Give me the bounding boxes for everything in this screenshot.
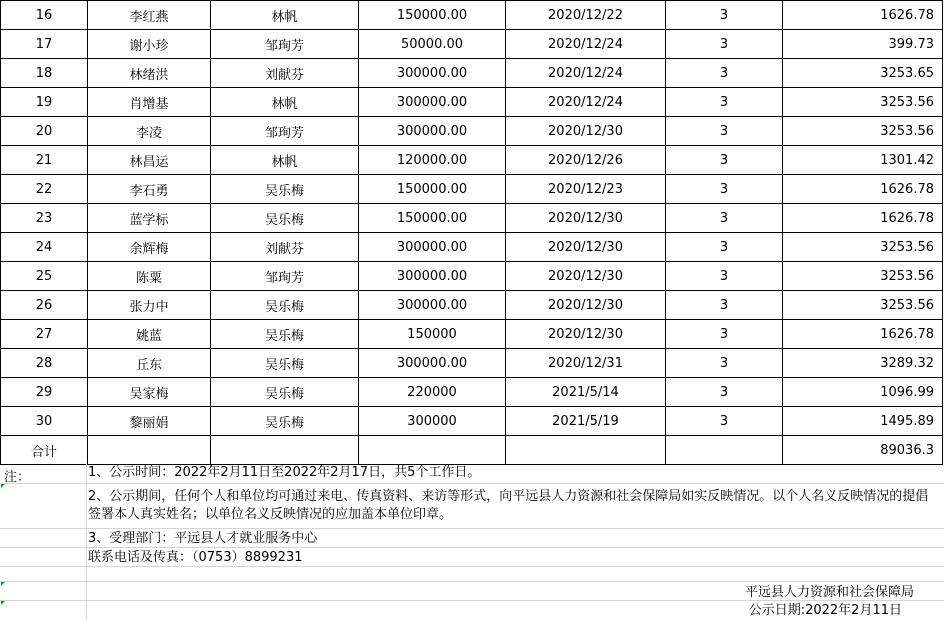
cell-subsidy[interactable]: 3253.65 bbox=[783, 59, 943, 88]
cell-amount[interactable]: 300000 bbox=[359, 407, 506, 436]
cell-months[interactable]: 3 bbox=[666, 320, 783, 349]
cell-agent[interactable]: 刘献芬 bbox=[211, 233, 359, 262]
cell-subsidy[interactable]: 1626.78 bbox=[783, 175, 943, 204]
empty-cell[interactable] bbox=[666, 436, 783, 465]
cell-date[interactable]: 2020/12/30 bbox=[506, 204, 666, 233]
cell-subsidy[interactable]: 3289.32 bbox=[783, 349, 943, 378]
cell-date[interactable]: 2020/12/23 bbox=[506, 175, 666, 204]
cell-subsidy[interactable]: 3253.56 bbox=[783, 233, 943, 262]
cell-agent[interactable]: 吴乐梅 bbox=[211, 175, 359, 204]
note-line-2: 2、公示期间，任何个人和单位均可通过来电、传真资料、来访等形式，向平远县人力资源和社会保障局如实反映情况。以个人名义反映情况的提倡签署本人真实姓名；以单位名义反映情况的应加盖本单位印章。 bbox=[88, 489, 929, 522]
cell-marker-icon bbox=[1, 484, 5, 488]
cell-months[interactable]: 3 bbox=[666, 117, 783, 146]
note-line-1: 1、公示时间：2022年2月11日至2022年2月17日，共5个工作日。 bbox=[88, 465, 481, 480]
table-row bbox=[1, 146, 943, 175]
cell-amount[interactable]: 150000.00 bbox=[359, 1, 506, 30]
table-row bbox=[1, 175, 943, 204]
cell-amount[interactable]: 150000 bbox=[359, 320, 506, 349]
cell-date[interactable]: 2020/12/30 bbox=[506, 291, 666, 320]
cell-name[interactable]: 黎丽娟 bbox=[88, 407, 211, 436]
cell-name[interactable]: 丘东 bbox=[88, 349, 211, 378]
cell-no[interactable]: 21 bbox=[1, 146, 88, 175]
cell-months[interactable]: 3 bbox=[666, 59, 783, 88]
cell-agent[interactable]: 林帆 bbox=[211, 146, 359, 175]
cell-subsidy[interactable]: 3253.56 bbox=[783, 291, 943, 320]
cell-amount[interactable]: 50000.00 bbox=[359, 30, 506, 59]
cell-no[interactable]: 23 bbox=[1, 204, 88, 233]
cell-agent[interactable]: 刘献芬 bbox=[211, 59, 359, 88]
cell-date[interactable]: 2020/12/30 bbox=[506, 262, 666, 291]
table-body bbox=[1, 1, 943, 465]
cell-agent[interactable]: 吴乐梅 bbox=[211, 378, 359, 407]
table-row bbox=[1, 88, 943, 117]
cell-agent[interactable]: 吴乐梅 bbox=[211, 349, 359, 378]
table-row bbox=[1, 407, 943, 436]
table-row bbox=[1, 262, 943, 291]
cell-name[interactable]: 林昌运 bbox=[88, 146, 211, 175]
cell-subsidy[interactable]: 1626.78 bbox=[783, 1, 943, 30]
cell-no[interactable]: 17 bbox=[1, 30, 88, 59]
cell-amount[interactable]: 220000 bbox=[359, 378, 506, 407]
cell-amount[interactable]: 300000.00 bbox=[359, 117, 506, 146]
cell-amount[interactable]: 300000.00 bbox=[359, 262, 506, 291]
cell-months[interactable]: 3 bbox=[666, 30, 783, 59]
cell-months[interactable]: 3 bbox=[666, 146, 783, 175]
cell-subsidy[interactable]: 3253.56 bbox=[783, 88, 943, 117]
table-row bbox=[1, 320, 943, 349]
table-row bbox=[1, 349, 943, 378]
note-row[interactable] bbox=[0, 463, 944, 484]
cell-name[interactable]: 余辉梅 bbox=[88, 233, 211, 262]
cell-amount[interactable]: 120000.00 bbox=[359, 146, 506, 175]
note-row[interactable] bbox=[0, 484, 944, 529]
cell-amount[interactable]: 300000.00 bbox=[359, 233, 506, 262]
total-value[interactable]: 89036.3 bbox=[783, 436, 943, 465]
cell-marker-icon bbox=[1, 601, 5, 605]
cell-amount[interactable]: 300000.00 bbox=[359, 88, 506, 117]
cell-months[interactable]: 3 bbox=[666, 378, 783, 407]
cell-date[interactable]: 2020/12/30 bbox=[506, 117, 666, 146]
cell-months[interactable]: 3 bbox=[666, 407, 783, 436]
total-row bbox=[1, 436, 943, 465]
cell-subsidy[interactable]: 1096.99 bbox=[783, 378, 943, 407]
cell-subsidy[interactable]: 399.73 bbox=[783, 30, 943, 59]
cell-name[interactable]: 李红燕 bbox=[88, 1, 211, 30]
cell-name[interactable]: 李石勇 bbox=[88, 175, 211, 204]
cell-marker-icon bbox=[1, 582, 5, 586]
cell-months[interactable]: 3 bbox=[666, 291, 783, 320]
cell-date[interactable]: 2021/5/14 bbox=[506, 378, 666, 407]
cell-subsidy[interactable]: 1495.89 bbox=[783, 407, 943, 436]
cell-name[interactable]: 姚蓝 bbox=[88, 320, 211, 349]
table-row bbox=[1, 30, 943, 59]
empty-cell[interactable] bbox=[211, 436, 359, 465]
cell-no[interactable]: 20 bbox=[1, 117, 88, 146]
cell-agent[interactable]: 吴乐梅 bbox=[211, 204, 359, 233]
cell-date[interactable]: 2020/12/30 bbox=[506, 233, 666, 262]
cell-agent[interactable]: 吴乐梅 bbox=[211, 291, 359, 320]
cell-name[interactable]: 谢小珍 bbox=[88, 30, 211, 59]
cell-amount[interactable]: 300000.00 bbox=[359, 291, 506, 320]
cell-no[interactable]: 28 bbox=[1, 349, 88, 378]
table-row bbox=[1, 117, 943, 146]
cell-no[interactable]: 26 bbox=[1, 291, 88, 320]
publication-date: 公示日期:2022年2月11日 bbox=[748, 603, 902, 618]
cell-months[interactable]: 3 bbox=[666, 262, 783, 291]
cell-subsidy[interactable]: 1301.42 bbox=[783, 146, 943, 175]
cell-no[interactable]: 19 bbox=[1, 88, 88, 117]
cell-date[interactable]: 2020/12/24 bbox=[506, 88, 666, 117]
table-row bbox=[1, 204, 943, 233]
cell-date[interactable]: 2020/12/24 bbox=[506, 59, 666, 88]
empty-row[interactable] bbox=[0, 567, 944, 582]
cell-no[interactable]: 30 bbox=[1, 407, 88, 436]
cell-no[interactable]: 18 bbox=[1, 59, 88, 88]
cell-amount[interactable]: 150000.00 bbox=[359, 204, 506, 233]
cell-date[interactable]: 2021/5/19 bbox=[506, 407, 666, 436]
cell-agent[interactable]: 邹珣芳 bbox=[211, 117, 359, 146]
cell-months[interactable]: 3 bbox=[666, 349, 783, 378]
cell-months[interactable]: 3 bbox=[666, 1, 783, 30]
note-line-4: 联系电话及传真：（0753）8899231 bbox=[88, 550, 303, 565]
cell-name[interactable]: 吴家梅 bbox=[88, 378, 211, 407]
cell-name[interactable]: 陈粟 bbox=[88, 262, 211, 291]
cell-no[interactable]: 22 bbox=[1, 175, 88, 204]
empty-cell[interactable] bbox=[359, 436, 506, 465]
cell-subsidy[interactable]: 3253.56 bbox=[783, 117, 943, 146]
cell-months[interactable]: 3 bbox=[666, 204, 783, 233]
table-row bbox=[1, 59, 943, 88]
cell-date[interactable]: 2020/12/22 bbox=[506, 1, 666, 30]
empty-cell[interactable] bbox=[506, 436, 666, 465]
cell-amount[interactable]: 150000.00 bbox=[359, 175, 506, 204]
cell-subsidy[interactable]: 3253.56 bbox=[783, 262, 943, 291]
cell-months[interactable]: 3 bbox=[666, 175, 783, 204]
table-row bbox=[1, 378, 943, 407]
cell-months[interactable]: 3 bbox=[666, 88, 783, 117]
cell-agent[interactable]: 邹珣芳 bbox=[211, 30, 359, 59]
cell-agent[interactable]: 邹珣芳 bbox=[211, 262, 359, 291]
cell-date[interactable]: 2020/12/31 bbox=[506, 349, 666, 378]
empty-cell[interactable] bbox=[88, 436, 211, 465]
cell-subsidy[interactable]: 1626.78 bbox=[783, 204, 943, 233]
cell-agent[interactable]: 林帆 bbox=[211, 1, 359, 30]
cell-amount[interactable]: 300000.00 bbox=[359, 349, 506, 378]
cell-date[interactable]: 2020/12/24 bbox=[506, 30, 666, 59]
table-row bbox=[1, 291, 943, 320]
cell-subsidy[interactable]: 1626.78 bbox=[783, 320, 943, 349]
cell-date[interactable]: 2020/12/30 bbox=[506, 320, 666, 349]
cell-no[interactable]: 29 bbox=[1, 378, 88, 407]
cell-months[interactable]: 3 bbox=[666, 233, 783, 262]
cell-no[interactable]: 25 bbox=[1, 262, 88, 291]
note-row[interactable] bbox=[0, 529, 944, 548]
cell-name[interactable]: 林绪洪 bbox=[88, 59, 211, 88]
cell-no[interactable]: 16 bbox=[1, 1, 88, 30]
cell-name[interactable]: 蓝学标 bbox=[88, 204, 211, 233]
cell-name[interactable]: 肖增基 bbox=[88, 88, 211, 117]
cell-date[interactable]: 2020/12/26 bbox=[506, 146, 666, 175]
cell-agent[interactable]: 吴乐梅 bbox=[211, 407, 359, 436]
note-line-3: 3、受理部门：平远县人才就业服务中心 bbox=[88, 531, 318, 546]
table-row bbox=[1, 233, 943, 262]
cell-name[interactable]: 李凌 bbox=[88, 117, 211, 146]
cell-no[interactable]: 24 bbox=[1, 233, 88, 262]
total-label[interactable]: 合计 bbox=[1, 436, 88, 465]
cell-no[interactable]: 27 bbox=[1, 320, 88, 349]
cell-agent[interactable]: 林帆 bbox=[211, 88, 359, 117]
notes-label: 注： bbox=[4, 470, 31, 485]
issuing-organization: 平远县人力资源和社会保障局 bbox=[744, 585, 914, 600]
note-row[interactable] bbox=[0, 548, 944, 567]
cell-agent[interactable]: 吴乐梅 bbox=[211, 320, 359, 349]
table-row bbox=[1, 1, 943, 30]
cell-amount[interactable]: 300000.00 bbox=[359, 59, 506, 88]
cell-name[interactable]: 张力中 bbox=[88, 291, 211, 320]
